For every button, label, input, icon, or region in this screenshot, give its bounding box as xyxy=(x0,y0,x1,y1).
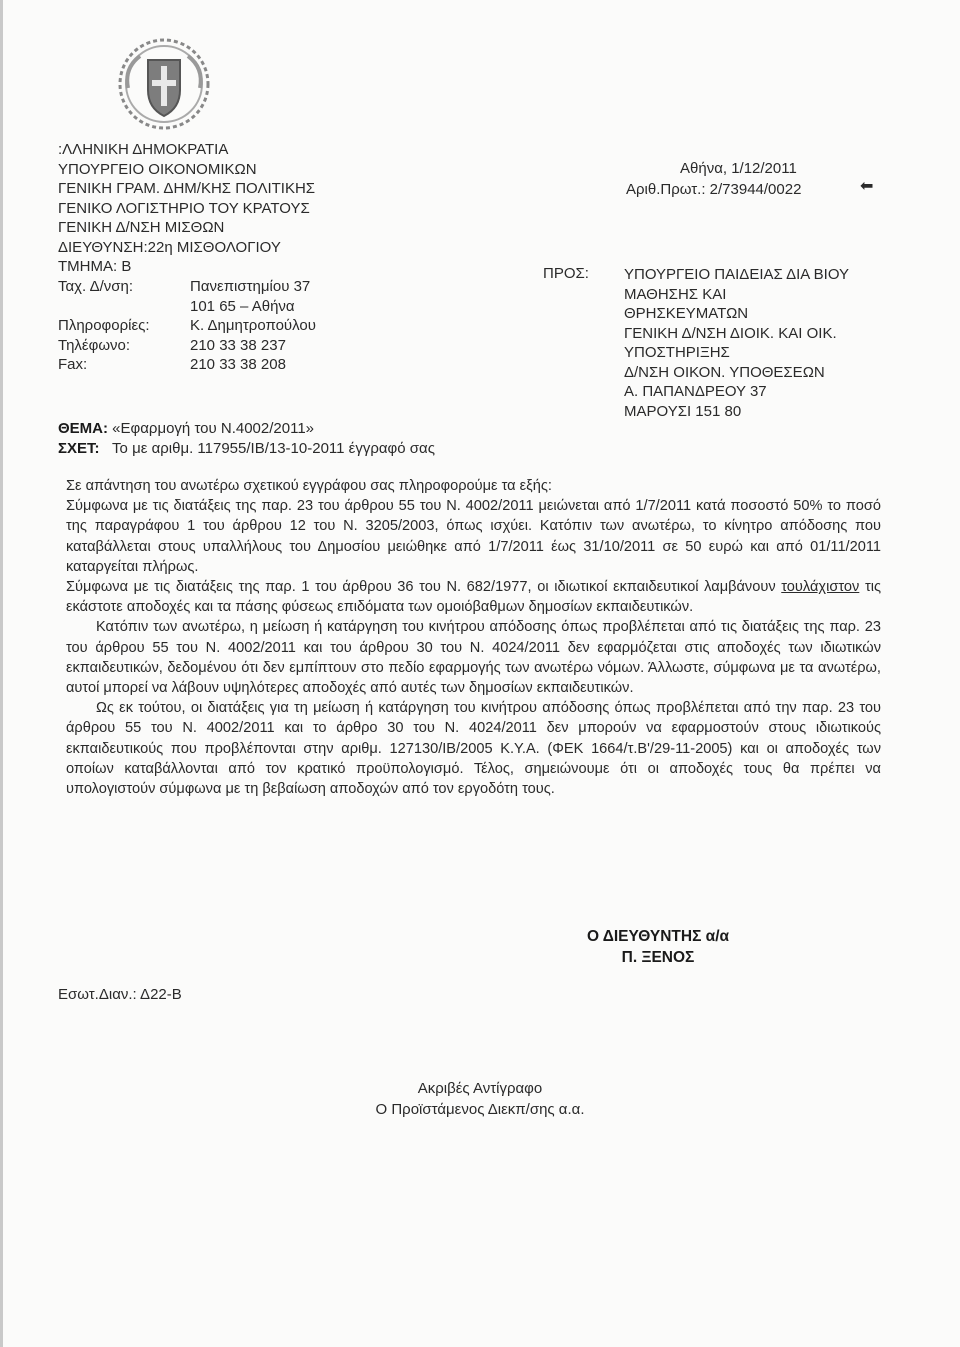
theme-value: «Εφαρμογή του Ν.4002/2011» xyxy=(112,420,315,437)
address-line2: 101 65 – Αθήνα xyxy=(190,297,295,315)
recipient-block xyxy=(624,265,849,421)
signatory-name: Π. ΞΕΝΟΣ xyxy=(621,949,695,966)
header-line: ΥΠΟΥΡΓΕΙΟ ΟΙΚΟΝΟΜΙΚΩΝ xyxy=(58,160,257,178)
header-line: ΓΕΝΙΚΗ ΓΡΑΜ. ΔΗΜ/ΚΗΣ ΠΟΛΙΤΙΚΗΣ xyxy=(58,180,316,197)
protocol-number: Αριθ.Πρωτ.: 2/73944/0022 xyxy=(626,181,802,198)
ref-value: Το με αριθμ. 117955/ΙΒ/13-10-2011 έγγραφό σας xyxy=(112,440,435,457)
underlined-word: τουλάχιστον xyxy=(781,579,860,596)
header-line: ΤΜΗΜΑ: Β xyxy=(58,258,132,275)
recipient-line: ΜΑΘΗΣΗΣ ΚΑΙ xyxy=(624,285,727,303)
recipient-label: ΠΡΟΣ: xyxy=(543,265,589,282)
recipient-line: ΓΕΝΙΚΗ Δ/ΝΣΗ ΔΙΟΙΚ. ΚΑΙ ΟΙΚ. xyxy=(624,324,837,342)
arrow-mark-icon: ⬅ xyxy=(860,178,874,195)
body-paragraph: Ως εκ τούτου, οι διατάξεις για τη μείωση ή κατάργηση του κινήτρου απόδοσης όπως προβλέπεται από την παρ. 23 του άρθρου 55 του Ν. 4002/2011 και το άρθρο 30 του Ν. 4024/2011 δεν μπορούν να εφαρμοστούν στους ιδιωτικούς εκπαιδευτικούς που προβλέπονται στην αριθμ. 127130/ΙΒ/2005 Κ.Υ.Α. (ΦΕΚ 1664/τ.Β'/29-11-2005) και οι αποδοχές των οποίων καταβάλλονται από τον κρατικό προϋπολογισμό. Τέλος, σημειώνουμε ότι οι αποδοχές τους θα πρέπει να υπολογιστούν σύμφωνα με τη βεβαίωση αποδοχών από τον εργοδότη τους. xyxy=(66,700,881,798)
recipient-line: Α. ΠΑΠΑΝΔΡΕΟΥ 37 xyxy=(624,383,767,400)
recipient-line: Δ/ΝΣΗ ΟΙΚΟΝ. ΥΠΟΘΕΣΕΩΝ xyxy=(624,363,825,381)
body-paragraph: Σύμφωνα με τις διατάξεις της παρ. 1 του άρθρου 36 του Ν. 682/1977, οι ιδιωτικοί εκπαιδευτικοί λαμβάνουν τουλάχιστον τις εκάστοτε αποδοχές και τα πάσης φύσεως επιδόματα των ομοιόβαθμων δημοσίων εκπαιδευτικών. xyxy=(66,579,881,616)
fax-label: Fax: xyxy=(58,356,88,373)
signatory-title: Ο ΔΙΕΥΘΥΝΤΗΣ α/α xyxy=(586,928,730,945)
info-value: Κ. Δημητροπούλου xyxy=(190,317,316,334)
address-line1: Πανεπιστημίου 37 xyxy=(190,278,311,295)
letter-body xyxy=(66,476,881,799)
header-line: ΓΕΝΙΚΟ ΛΟΓΙΣΤΗΡΙΟ ΤΟΥ ΚΡΑΤΟΥΣ xyxy=(58,199,310,217)
intro-paragraph: Σε απάντηση του ανωτέρω σχετικού εγγράφου σας πληροφορούμε τα εξής: xyxy=(66,478,552,494)
certified-copy-block xyxy=(355,1078,605,1120)
issuer-header xyxy=(58,140,315,277)
contact-block xyxy=(58,277,316,375)
theme-label: ΘΕΜΑ: xyxy=(58,420,108,437)
fax-value: 210 33 38 208 xyxy=(190,356,286,373)
info-label: Πληροφορίες: xyxy=(58,317,150,334)
subject-block xyxy=(58,419,435,459)
header-line: ΓΕΝΙΚΗ Δ/ΝΣΗ ΜΙΣΘΩΝ xyxy=(58,219,225,236)
recipient-line: ΥΠΟΣΤΗΡΙΞΗΣ xyxy=(624,344,730,361)
header-line: :ΛΛΗΝΙΚΗ ΔΗΜΟΚΡΑΤΙΑ xyxy=(58,141,229,158)
recipient-line: ΜΑΡΟΥΣΙ 151 80 xyxy=(624,402,742,420)
address-label: Ταχ. Δ/νση: xyxy=(58,278,134,295)
recipient-line: ΥΠΟΥΡΓΕΙΟ ΠΑΙΔΕΙΑΣ ΔΙΑ ΒΙΟΥ xyxy=(624,266,850,283)
phone-value: 210 33 38 237 xyxy=(190,336,286,354)
recipient-line: ΘΡΗΣΚΕΥΜΑΤΩΝ xyxy=(624,305,749,322)
phone-label: Τηλέφωνο: xyxy=(58,336,131,354)
copy-line: Ακριβές Αντίγραφο xyxy=(417,1080,543,1097)
copy-line: Ο Προϊστάμενος Διεκπ/σης α.α. xyxy=(375,1101,585,1118)
scan-edge xyxy=(0,0,3,1347)
internal-distribution: Εσωτ.Διαν.: Δ22-Β xyxy=(58,986,182,1003)
body-paragraph: Κατόπιν των ανωτέρω, η μείωση ή κατάργηση του κινήτρου απόδοσης όπως προβλέπεται από τις διατάξεις της παρ. 23 του άρθρου 55 του Ν. 4002/2011 και του άρθρου 30 του Ν. 4024/2011 δεν εφαρμόζεται στις αποδοχές των ιδιωτικών εκπαιδευτικών, δεδομένου ότι δεν εμπίπτουν στο πεδίο εφαρμογής των ανωτέρω νόμων. Άλλωστε, σύμφωνα με τα ανωτέρω, αυτοί μπορεί να λάβουν υψηλότερες αποδοχές από αυτές των δημοσίων εκπαιδευτικών. xyxy=(66,619,881,697)
body-paragraph: Σύμφωνα με τις διατάξεις της παρ. 23 του άρθρου 55 του Ν. 4002/2011 μειώνεται από 1/7/2011 κατά ποσοστό 50% το ποσό της παραγράφου 1 του άρθρου 12 του Ν. 3205/2003, όπως ισχύει. Κατόπιν των ανωτέρω, το κίνητρο απόδοσης που καταβάλλεται στους υπαλλήλους του Δημοσίου μειώθηκε από 1/7/2011 έως 31/10/2011 σε 50 ευρώ και από 01/11/2011 καταργείται πλήρως. xyxy=(66,498,881,575)
coat-of-arms-icon xyxy=(110,38,218,130)
header-line: ΔΙΕΥΘΥΝΣΗ:22η ΜΙΣΘΟΛΟΓΙΟΥ xyxy=(58,238,281,256)
signature-block xyxy=(548,926,768,968)
ref-label: ΣΧΕΤ: xyxy=(58,440,100,457)
document-date: Αθήνα, 1/12/2011 xyxy=(680,160,797,177)
